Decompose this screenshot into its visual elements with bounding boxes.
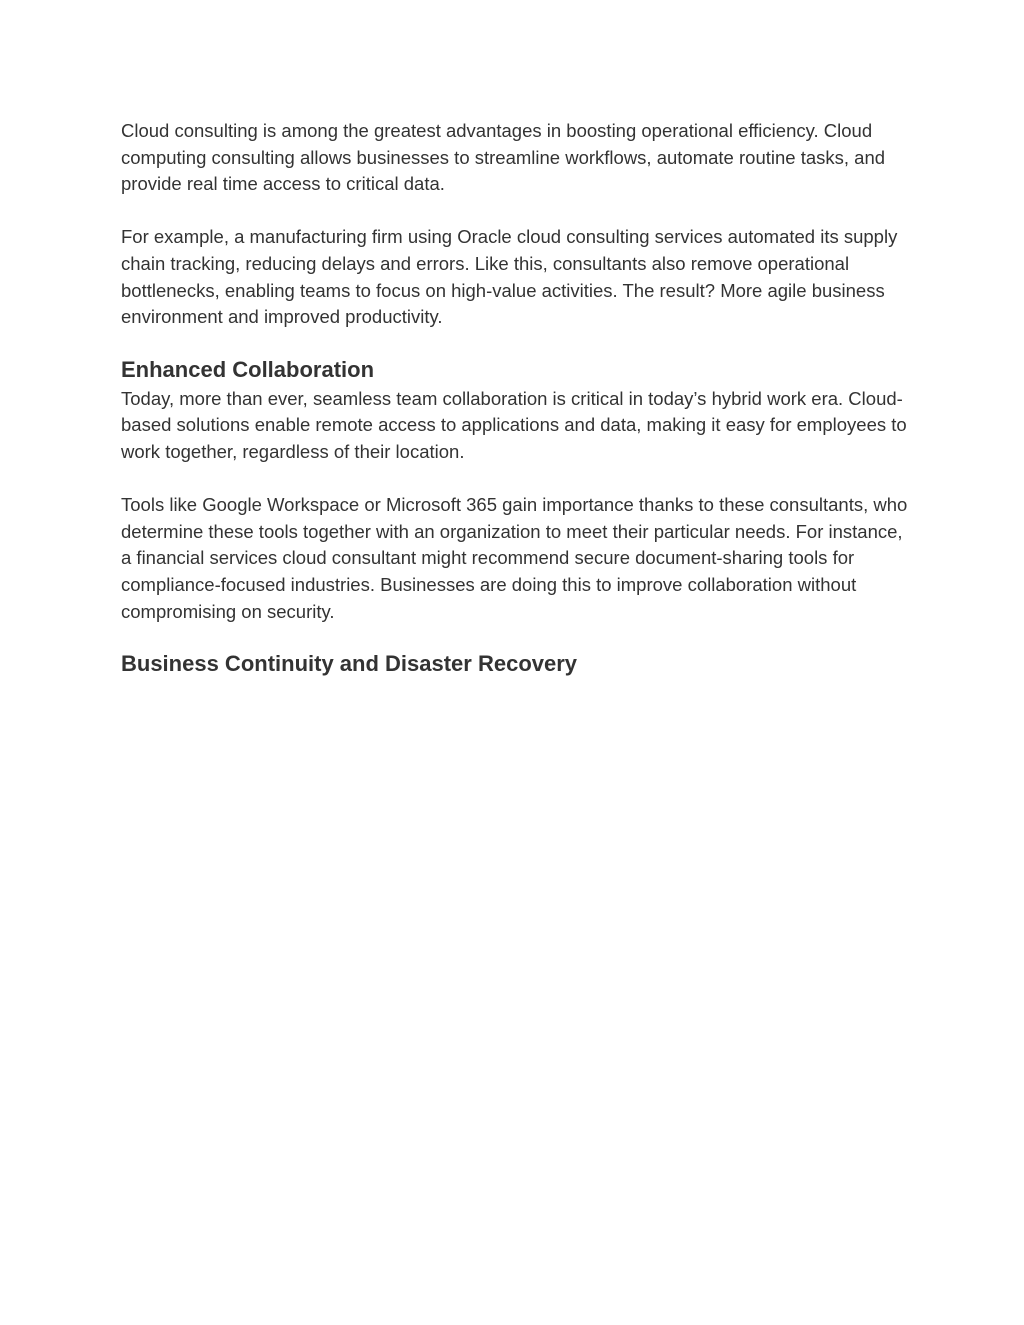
paragraph-collaboration-tools: Tools like Google Workspace or Microsoft 365 gain importance thanks to these consultants, who determine these tools together with an organization to meet their particular needs. For instance, a financial services cloud consultant might recommend secure document-sharing tools for compliance-focused industries. Businesses are doing this to improve collaboration without compromising on security. [121,494,908,622]
paragraph-hybrid-collaboration: Today, more than ever, seamless team collaboration is critical in today’s hybrid work era. Cloud-based solutions enable remote access to applications and data, making it easy for employees to work together, regardless of their location. [121,387,907,462]
heading-enhanced-collaboration: Enhanced Collaboration [121,356,375,382]
heading-business-continuity: Business Continuity and Disaster Recovery [121,651,578,677]
paragraph-operational-efficiency: Cloud consulting is among the greatest advantages in boosting operational efficiency. Cloud computing consulting allows businesses to streamline workflows, automate routine tasks, and provide real time access to critical data. [121,120,886,195]
document-body [121,118,911,679]
paragraph-manufacturing-example: For example, a manufacturing firm using Oracle cloud consulting services automated its supply chain tracking, reducing delays and errors. Like this, consultants also remove operational bottlenecks, enabling teams to focus on high-value activities. The result? More agile business environment and improved productivity. [121,226,898,328]
